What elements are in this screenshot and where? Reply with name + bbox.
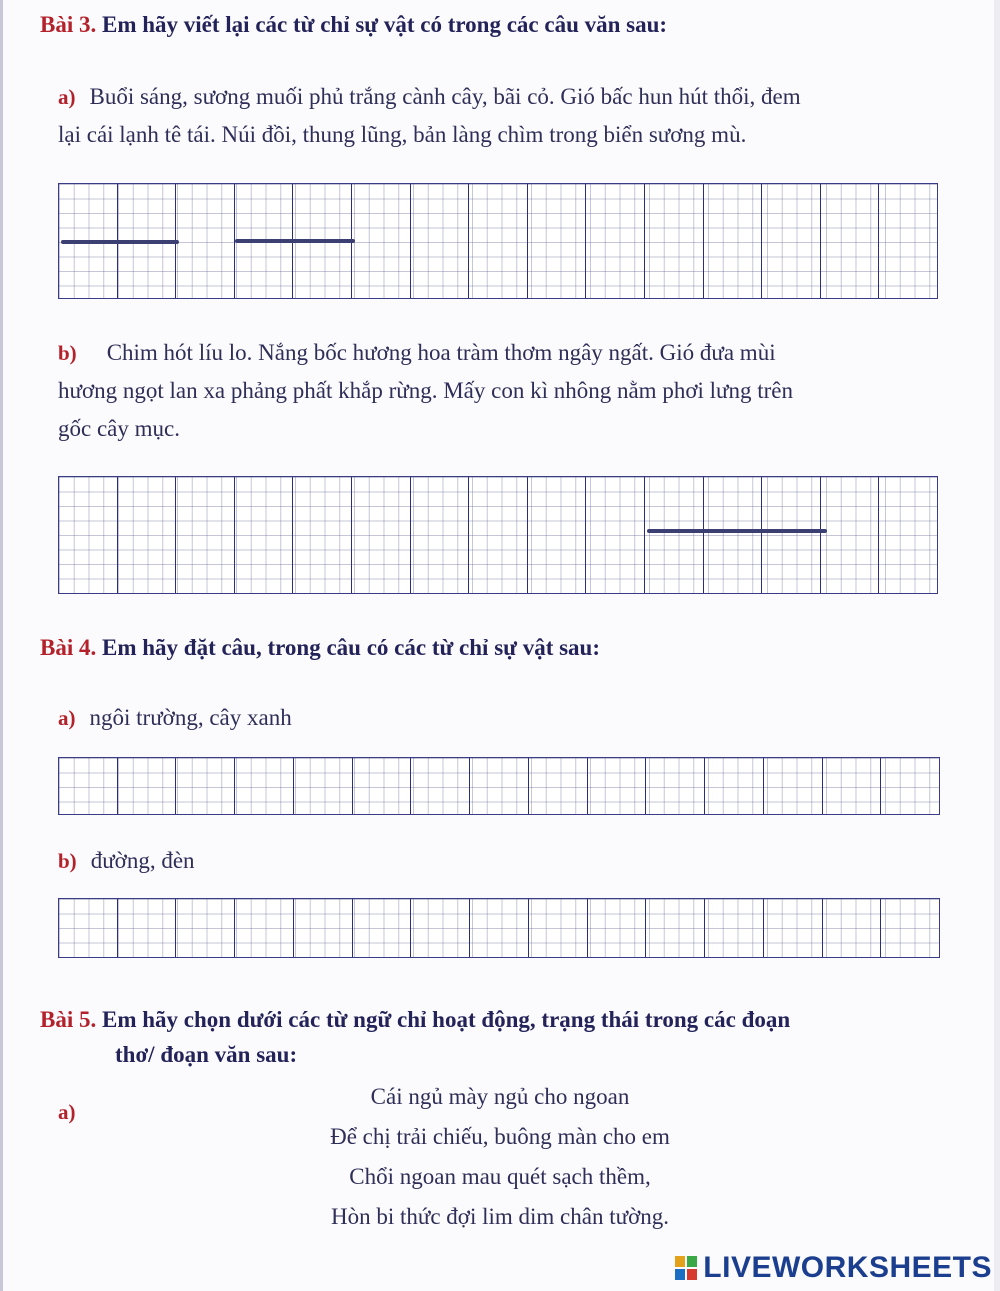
exercise-5-title-line-2: thơ/ đoạn văn sau: <box>115 1042 298 1067</box>
pen-mark <box>647 529 827 533</box>
exercise-4a-label: a) <box>58 706 76 730</box>
liveworksheets-logo <box>675 1251 992 1285</box>
liveworksheets-mark-icon <box>675 1256 697 1280</box>
exercise-5a-label: a) <box>58 1100 76 1124</box>
poem-line: Để chị trải chiếu, buông màn cho em <box>330 1124 670 1149</box>
exercise-3b-passage <box>58 334 948 448</box>
poem-line: Chổi ngoan mau quét sạch thềm, <box>349 1164 651 1189</box>
exercise-3-heading <box>40 12 667 38</box>
exercise-4a-prompt <box>58 699 292 737</box>
exercise-3b-answer-grid[interactable] <box>58 476 938 594</box>
exercise-3b-label: b) <box>58 341 77 365</box>
exercise-3-number: Bài 3. <box>40 12 97 37</box>
exercise-4b-words: đường, đèn <box>90 848 195 873</box>
grid-columns <box>59 899 939 957</box>
exercise-4-heading <box>40 635 600 661</box>
exercise-3b-line-1: Chim hót líu lo. Nắng bốc hương hoa tràm thơm ngây ngất. Gió đưa mùi <box>106 340 776 365</box>
exercise-3a-passage <box>58 78 948 154</box>
exercise-4a-answer-grid[interactable] <box>58 757 940 815</box>
exercise-5-number: Bài 5. <box>40 1007 97 1032</box>
exercise-3a-line-2: lại cái lạnh tê tái. Núi đồi, thung lũng, bản làng chìm trong biển sương mù. <box>58 122 747 147</box>
pen-mark <box>61 240 179 244</box>
watermark-text: LIVEWORKSHEETS <box>703 1251 992 1284</box>
grid-columns <box>59 184 937 298</box>
exercise-4-title: Em hãy đặt câu, trong câu có các từ chỉ sự vật sau: <box>101 635 601 660</box>
exercise-5-heading <box>40 1007 790 1033</box>
exercise-5-title-line-1: Em hãy chọn dưới các từ ngữ chỉ hoạt động, trạng thái trong các đoạn <box>101 1007 791 1032</box>
poem-line: Hòn bi thức đợi lim dim chân tường. <box>330 1204 669 1229</box>
exercise-4a-words: ngôi trường, cây xanh <box>89 705 292 730</box>
exercise-3b-line-2: hương ngọt lan xa phảng phất khắp rừng. Mấy con kì nhông nằm phơi lưng trên <box>58 378 793 403</box>
exercise-3b-line-3: gốc cây mục. <box>58 416 180 441</box>
poem-line: Cái ngủ mày ngủ cho ngoan <box>370 1084 630 1109</box>
exercise-4b-answer-grid[interactable] <box>58 898 940 958</box>
exercise-4b-prompt <box>58 842 195 880</box>
grid-columns <box>59 477 937 593</box>
exercise-3a-answer-grid[interactable] <box>58 183 938 299</box>
exercise-3-title: Em hãy viết lại các từ chỉ sự vật có trong các câu văn sau: <box>101 12 668 37</box>
exercise-4b-label: b) <box>58 849 77 873</box>
grid-columns <box>59 758 939 814</box>
pen-mark <box>235 239 355 243</box>
exercise-3a-line-1: Buổi sáng, sương muối phủ trắng cành cây, bãi cỏ. Gió bấc hun hút thổi, đem <box>89 84 801 109</box>
exercise-4-number: Bài 4. <box>40 635 97 660</box>
exercise-3a-label: a) <box>58 85 76 109</box>
